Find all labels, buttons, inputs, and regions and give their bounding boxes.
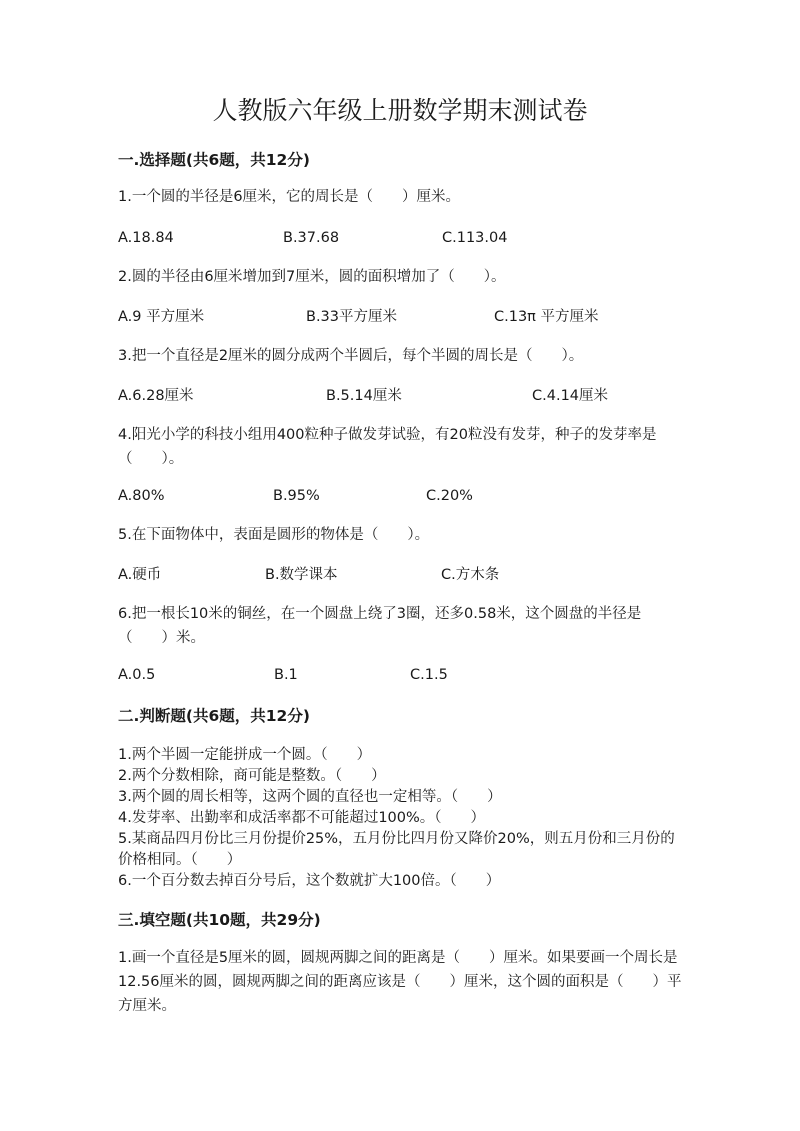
option-b: B.数学课本: [265, 567, 338, 583]
option-b: B.95%: [273, 488, 320, 504]
option-c: C.13π 平方厘米: [494, 309, 599, 325]
judge-item: 4.发芽率、出勤率和成活率都不可能超过100%。（ ）: [118, 810, 486, 826]
section-heading-choice: 一.选择题(共6题，共12分): [118, 151, 310, 169]
option-a: A.6.28厘米: [118, 388, 194, 404]
section-heading-fill: 三.填空题(共10题，共29分): [118, 911, 321, 929]
option-b: B.5.14厘米: [326, 388, 402, 404]
option-a: A.0.5: [118, 667, 156, 683]
judge-item: 5.某商品四月份比三月份提价25%，五月份比四月份又降价20%，则五月份和三月份的价格相同。（ ）: [118, 831, 675, 868]
judge-item: 1.两个半圆一定能拼成一个圆。（ ）: [118, 747, 372, 763]
option-c: C.方木条: [441, 567, 500, 583]
option-b: B.37.68: [283, 230, 340, 246]
question-text: 6.把一根长10米的铜丝，在一个圆盘上绕了3圈，还多0.58米，这个圆盘的半径是（ ）米。: [118, 606, 642, 646]
question-text: 1.画一个直径是5厘米的圆，圆规两脚之间的距离是（ ）厘米。如果要画一个周长是12.56厘米的圆，圆规两脚之间的距离应该是（ ）厘米，这个圆的面积是（ ）平方厘米。: [118, 950, 682, 1014]
page-title: 人教版六年级上册数学期末测试卷: [212, 96, 588, 125]
question-text: 5.在下面物体中，表面是圆形的物体是（ ）。: [118, 527, 430, 543]
option-a: A.硬币: [118, 567, 162, 583]
option-a: A.18.84: [118, 230, 174, 246]
question-text: 4.阳光小学的科技小组用400粒种子做发芽试验，有20粒没有发芽，种子的发芽率是（ ）。: [118, 427, 657, 467]
option-a: A.80%: [118, 488, 165, 504]
option-a: A.9 平方厘米: [118, 309, 205, 325]
option-b: B.1: [274, 667, 298, 683]
option-c: C.1.5: [410, 667, 448, 683]
question-text: 3.把一个直径是2厘米的圆分成两个半圆后，每个半圆的周长是（ ）。: [118, 348, 584, 364]
option-b: B.33平方厘米: [306, 309, 398, 325]
question-text: 1.一个圆的半径是6厘米，它的周长是（ ）厘米。: [118, 189, 461, 205]
option-c: C.4.14厘米: [532, 388, 609, 404]
option-c: C.20%: [426, 488, 473, 504]
judge-item: 3.两个圆的周长相等，这两个圆的直径也一定相等。（ ）: [118, 789, 502, 805]
judge-item: 6.一个百分数去掉百分号后，这个数就扩大100倍。（ ）: [118, 873, 501, 889]
section-heading-judge: 二.判断题(共6题，共12分): [118, 707, 310, 725]
option-c: C.113.04: [442, 230, 508, 246]
question-text: 2.圆的半径由6厘米增加到7厘米，圆的面积增加了（ ）。: [118, 269, 506, 285]
judge-item: 2.两个分数相除，商可能是整数。（ ）: [118, 768, 386, 784]
